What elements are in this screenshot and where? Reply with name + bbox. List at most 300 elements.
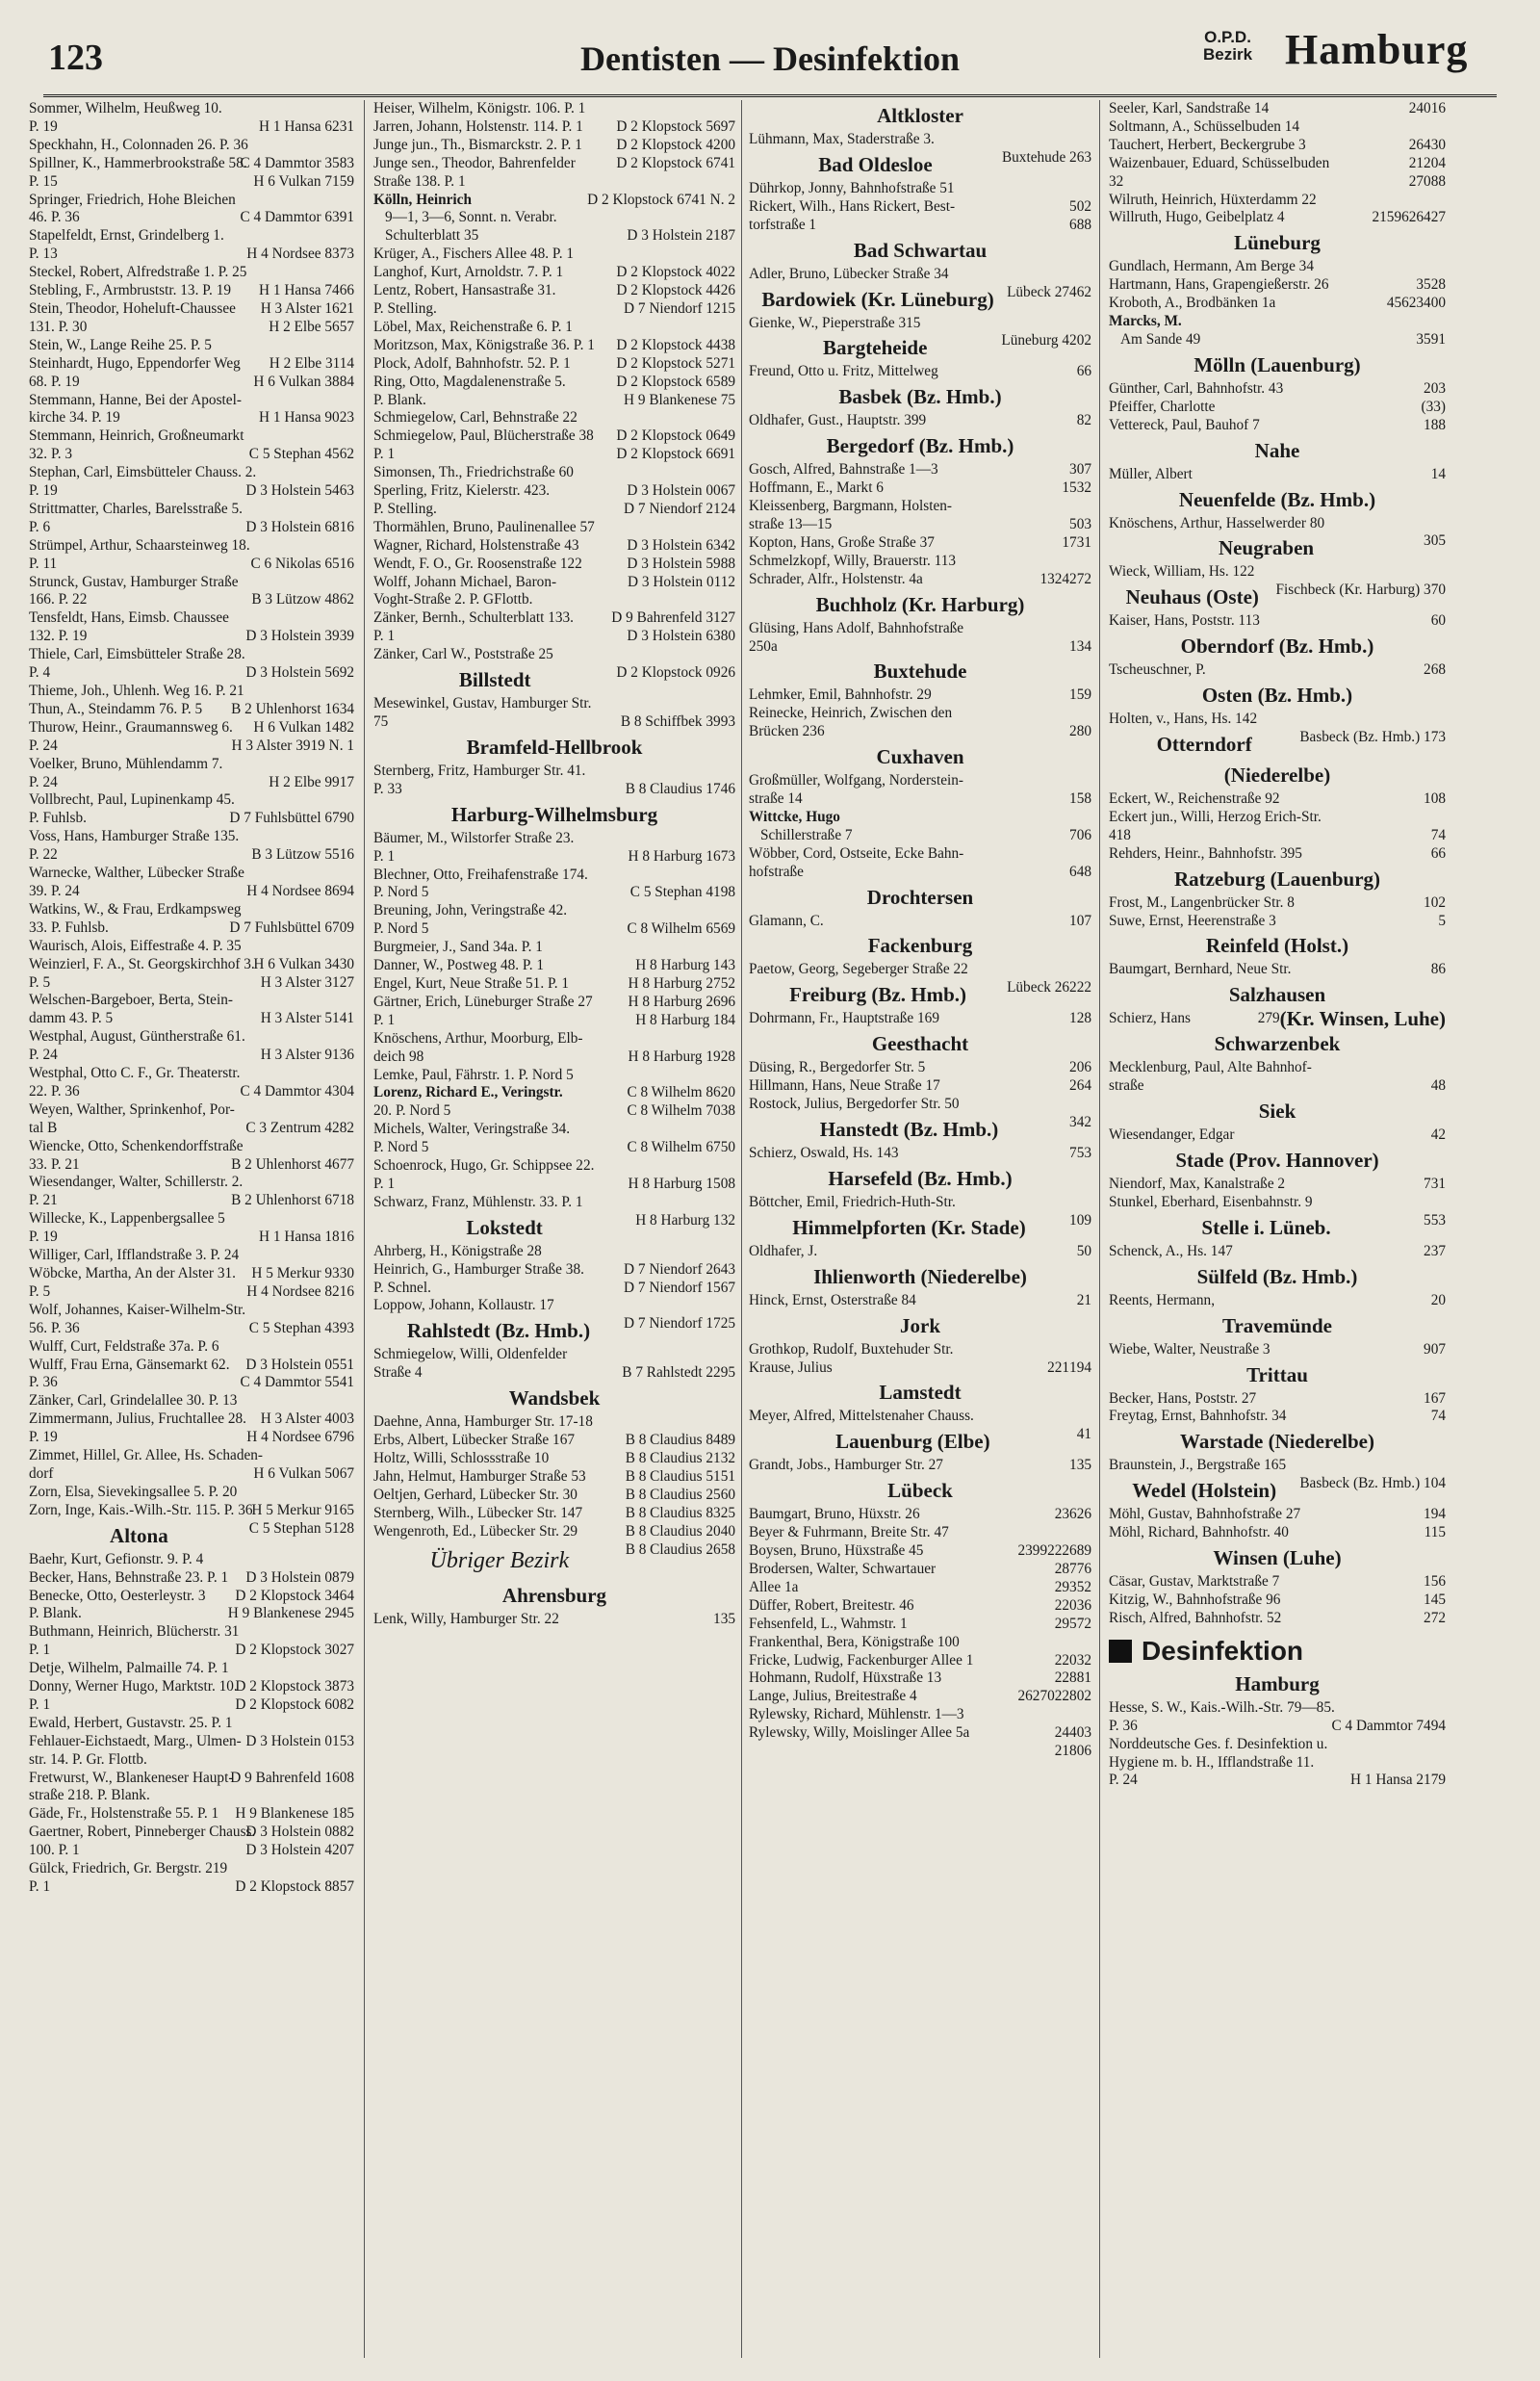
listing-text: Lange, Julius, Breitestraße 4 xyxy=(749,1688,917,1705)
listing-phone: C 5 Stephan 5128 xyxy=(248,1519,354,1537)
listing-phone: B 8 Schiffbek 3993 xyxy=(620,713,735,730)
column-2 xyxy=(373,100,735,2363)
section-heading: Ratzeburg (Lauenburg) xyxy=(1173,867,1381,891)
listing-text: Meyer, Alfred, Mittelstenaher Chauss. xyxy=(749,1408,974,1425)
listing-text: Zänker, Carl, Grindelallee 30. P. 13 xyxy=(29,1392,238,1410)
listing-phone: H 9 Blankenese 75 xyxy=(624,391,735,408)
listing-text: Straße 4 xyxy=(373,1364,423,1382)
listing-text: Kölln, Heinrich xyxy=(373,191,472,208)
listing-phone: H 1 Hansa 6231 xyxy=(259,117,354,135)
listing-phone: D 3 Holstein 0112 xyxy=(627,573,735,590)
listing-text: Hygiene m. b. H., Ifflandstraße 11. xyxy=(1109,1753,1315,1771)
listing-line xyxy=(1109,1506,1446,1524)
listing-line xyxy=(1109,1390,1446,1409)
listing-phone: 22032 xyxy=(1054,1651,1091,1669)
listing-phone: 1532 xyxy=(1062,479,1091,497)
listing-line xyxy=(1109,155,1446,173)
listing-phone: 22036 xyxy=(1054,1596,1091,1614)
listing-phone: B 8 Claudius 1746 xyxy=(625,780,735,797)
section-heading: Ihlienworth (Niederelbe) xyxy=(813,1264,1027,1288)
listing-text: P. 1 xyxy=(373,847,396,865)
listing-phone: D 2 Klopstock 6082 xyxy=(235,1695,354,1713)
section-heading: Billstedt xyxy=(458,668,531,692)
listing-line xyxy=(749,1359,1091,1378)
section-heading: Siek xyxy=(1258,1100,1296,1124)
listing-line xyxy=(29,1192,354,1210)
listing-phone: C 8 Wilhelm 8620 xyxy=(627,1084,735,1101)
listing-phone: D 2 Klopstock 4200 xyxy=(616,136,735,153)
listing-phone: 29572 xyxy=(1054,1615,1091,1632)
listing-line xyxy=(373,464,735,482)
listing-line xyxy=(749,363,1091,381)
listing-text: 166. P. 22 xyxy=(29,591,88,608)
listing-phone: C 4 Dammtor 7494 xyxy=(1331,1717,1446,1734)
listing-phone: H 5 Merkur 9330 xyxy=(251,1265,354,1281)
listing-text: 33. P. 21 xyxy=(29,1155,80,1173)
listing-text: Günther, Carl, Bahnhofstr. 43 xyxy=(1109,379,1284,397)
listing-text: P. 5 xyxy=(29,1282,51,1300)
listing-phone: C 8 Wilhelm 6569 xyxy=(627,920,735,938)
listing-line xyxy=(29,574,354,592)
listing-line xyxy=(373,646,735,664)
listing-text: Straße 138. P. 1 xyxy=(373,172,466,190)
listing-line xyxy=(1109,894,1446,913)
listing-line xyxy=(373,781,735,799)
listing-line xyxy=(29,464,354,482)
listing-text: Spillner, K., Hammerbrookstraße 58. xyxy=(29,154,247,171)
listing-line xyxy=(29,883,354,901)
listing-text: Tscheuschner, P. xyxy=(1109,661,1206,679)
listing-phone: D 2 Klopstock 6741 N. 2 xyxy=(587,191,735,208)
listing-line xyxy=(373,501,735,519)
listing-line xyxy=(749,461,1091,479)
section-heading: Lauenburg (Elbe) xyxy=(835,1430,990,1454)
listing-phone: D 7 Niendorf 1567 xyxy=(624,1279,735,1296)
listing-phone: 86 xyxy=(1430,961,1446,978)
listing-line xyxy=(1109,1592,1446,1610)
listing-line xyxy=(29,118,354,137)
listing-phone: D 3 Holstein 0153 xyxy=(245,1732,354,1749)
listing-line xyxy=(1109,380,1446,399)
section-heading: Lokstedt xyxy=(466,1215,543,1239)
listing-text: Holten, v., Hans, Hs. 142 xyxy=(1109,711,1258,728)
listing-phone: 29352 xyxy=(1054,1578,1091,1595)
listing-phone: D 3 Holstein 5988 xyxy=(627,555,735,572)
listing-text: Schwarz, Franz, Mühlenstr. 33. P. 1 xyxy=(373,1193,583,1210)
listing-text: Michels, Walter, Veringstraße 34. xyxy=(373,1121,571,1138)
listing-phone: 22689 xyxy=(1054,1542,1091,1560)
listing-text: Reents, Hermann, xyxy=(1109,1291,1216,1308)
listing-line xyxy=(29,901,354,919)
listing-text: 22. P. 36 xyxy=(29,1082,80,1100)
listing-phone: B 8 Claudius 2560 xyxy=(625,1486,735,1503)
listing-text: Allee 1a xyxy=(749,1578,799,1595)
listing-phone: 221 xyxy=(1047,1359,1070,1376)
listing-phone: 107 xyxy=(1069,912,1091,929)
listing-line xyxy=(1109,612,1446,631)
section-heading: Bad Oldesloe xyxy=(818,152,933,176)
listing-text: Zorn, Inge, Kais.-Wilh.-Str. 115. P. 36 xyxy=(29,1501,253,1518)
listing-line xyxy=(29,246,354,264)
listing-line xyxy=(749,1145,1091,1163)
listing-phone: D 7 Niendorf 2643 xyxy=(624,1260,735,1278)
listing-text: Norddeutsche Ges. f. Desinfektion u. xyxy=(1109,1735,1328,1752)
listing-line xyxy=(749,1634,1091,1652)
section-heading: Oberndorf (Bz. Hmb.) xyxy=(1180,634,1374,659)
listing-text: Hartmann, Hans, Grapengießerstr. 26 xyxy=(1109,276,1329,294)
listing-line xyxy=(749,1243,1091,1261)
listing-text: Möhl, Gustav, Bahnhofstraße 27 xyxy=(1109,1506,1301,1523)
listing-text: Wagner, Richard, Holstenstraße 43 xyxy=(373,536,579,554)
listing-line xyxy=(749,180,1091,198)
listing-text: Thun, A., Steindamm 76. P. 5 xyxy=(29,700,203,717)
section-heading: Stade (Prov. Hannover) xyxy=(1175,1149,1379,1172)
listing-line xyxy=(749,1579,1091,1597)
listing-line xyxy=(373,1121,735,1139)
section-heading: Neuhaus (Oste) xyxy=(1125,585,1259,609)
listing-text: Wiesendanger, Edgar xyxy=(1109,1126,1235,1144)
listing-line xyxy=(29,774,354,792)
listing-text: 68. P. 19 xyxy=(29,373,80,390)
listing-text: P. 19 xyxy=(29,482,58,500)
listing-text: Zimmermann, Julius, Fruchtallee 28. xyxy=(29,1410,247,1428)
listing-text: Bäumer, M., Wilstorfer Straße 23. xyxy=(373,829,575,846)
listing-phone: 22881 xyxy=(1054,1669,1091,1687)
listing-line xyxy=(1109,1194,1446,1212)
listing-text: Williger, Carl, Ifflandstraße 3. P. 24 xyxy=(29,1247,240,1264)
listing-text: Jarren, Johann, Holstenstr. 114. P. 1 xyxy=(373,117,583,135)
listing-phone: 194 xyxy=(1424,1506,1446,1523)
listing-line xyxy=(1109,1610,1446,1628)
listing-phone: H 3 Alster 5141 xyxy=(260,1010,354,1027)
listing-line xyxy=(29,1283,354,1302)
listing-line xyxy=(749,1194,1091,1212)
listing-text: Fricke, Ludwig, Fackenburger Allee 1 xyxy=(749,1651,974,1669)
listing-phone: B 7 Rahlstedt 2295 xyxy=(622,1364,735,1382)
listing-line xyxy=(29,556,354,574)
listing-line xyxy=(1109,790,1446,809)
listing-text: Wulff, Frau Erna, Gänsemarkt 62. xyxy=(29,1356,230,1373)
listing-phone: 4562 xyxy=(1386,295,1417,312)
listing-phone: 134 xyxy=(1069,637,1091,655)
listing-phone: H 6 Vulkan 1482 xyxy=(253,718,354,736)
listing-text: Zänker, Bernh., Schulterblatt 133. xyxy=(373,609,574,627)
listing-text: Detje, Wilhelm, Palmaille 74. P. 1 xyxy=(29,1660,229,1677)
listing-text: P. Fuhlsb. xyxy=(29,810,87,827)
listing-line xyxy=(1109,313,1446,331)
listing-text: P. 33 xyxy=(373,780,402,797)
listing-line xyxy=(373,1297,735,1315)
listing-text: Tensfeldt, Hans, Eimsb. Chaussee xyxy=(29,609,229,627)
listing-text: Müller, Albert xyxy=(1109,465,1193,482)
listing-line xyxy=(749,864,1091,882)
listing-phone: H 9 Blankenese 2945 xyxy=(227,1605,354,1622)
listing-phone: 28776 xyxy=(1054,1560,1091,1577)
listing-line xyxy=(373,902,735,920)
listing-line xyxy=(29,1374,354,1392)
section-heading: Freiburg (Bz. Hmb.) xyxy=(789,983,966,1007)
listing-phone: Basbeck (Bz. Hmb.) 104 xyxy=(1299,1475,1446,1492)
listing-text: Thiele, Carl, Eimsbütteler Straße 28. xyxy=(29,646,245,663)
section-heading: Fackenburg xyxy=(867,934,973,958)
listing-phone: D 7 Niendorf 1725 xyxy=(624,1315,735,1333)
listing-text: P. 6 xyxy=(29,518,51,535)
listing-line xyxy=(29,1156,354,1175)
listing-line xyxy=(373,1157,735,1176)
listing-text: Krüger, A., Fischers Allee 48. P. 1 xyxy=(373,246,575,263)
listing-phone: D 2 Klopstock 6741 xyxy=(616,154,735,171)
listing-text: Wieck, William, Hs. 122 xyxy=(1109,563,1255,581)
listing-text: P. Nord 5 xyxy=(373,884,429,901)
section-heading: Bramfeld-Hellbrook xyxy=(466,735,643,759)
listing-phone: 41 xyxy=(1076,1426,1091,1443)
listing-phone: 74 xyxy=(1430,1408,1446,1425)
listing-line xyxy=(29,1065,354,1083)
listing-line xyxy=(1109,961,1446,979)
listing-line xyxy=(1109,809,1446,827)
listing-text: Wöbber, Cord, Ostseite, Ecke Bahn- xyxy=(749,844,964,862)
listing-text: Engel, Kurt, Neue Straße 51. P. 1 xyxy=(373,974,570,992)
listing-text: Oeltjen, Gerhard, Lübecker Str. 30 xyxy=(373,1486,578,1503)
section-heading: Winsen (Luhe) xyxy=(1213,1546,1342,1570)
listing-text: Ring, Otto, Magdalenenstraße 5. xyxy=(373,373,566,390)
listing-line xyxy=(1109,417,1446,435)
listing-line xyxy=(29,482,354,501)
listing-line xyxy=(1109,1176,1446,1194)
listing-line xyxy=(29,865,354,883)
listing-line xyxy=(1109,1736,1446,1754)
listing-line xyxy=(373,591,735,609)
listing-line xyxy=(29,1138,354,1156)
listing-text: Cäsar, Gustav, Marktstraße 7 xyxy=(1109,1573,1280,1591)
listing-phone: 22802 xyxy=(1054,1688,1091,1705)
listing-text: straße 14 xyxy=(749,790,803,808)
listing-phone: C 6 Nikolas 6516 xyxy=(250,555,354,572)
listing-text: Becker, Hans, Poststr. 27 xyxy=(1109,1389,1257,1407)
listing-text: Ewald, Herbert, Gustavstr. 25. P. 1 xyxy=(29,1714,233,1731)
listing-line xyxy=(29,1174,354,1192)
listing-text: Seeler, Karl, Sandstraße 14 xyxy=(1109,100,1270,116)
listing-text: Lorenz, Richard E., Veringstr. xyxy=(373,1084,563,1101)
listing-text: Dohrmann, Fr., Hauptstraße 169 xyxy=(749,1010,939,1027)
listing-phone: 264 xyxy=(1069,1077,1091,1095)
listing-line xyxy=(749,827,1091,845)
listing-text: Kroboth, A., Brodbänken 1a xyxy=(1109,295,1276,312)
listing-line xyxy=(373,209,735,227)
listing-text: 418 xyxy=(1109,826,1131,843)
listing-line xyxy=(1109,1126,1446,1145)
listing-line xyxy=(29,446,354,464)
listing-text: Vollbrecht, Paul, Lupinenkamp 45. xyxy=(29,791,235,809)
listing-text: Voght-Straße 2. P. GFlottb. xyxy=(373,591,533,608)
listing-text: P. 1 xyxy=(29,1642,51,1659)
listing-line xyxy=(749,1096,1091,1114)
listing-text: Grothkop, Rudolf, Buxtehuder Str. xyxy=(749,1340,954,1358)
listing-text: Willecke, K., Lappenbergsallee 5 xyxy=(29,1210,225,1228)
listing-text: Mecklenburg, Paul, Alte Bahnhof- xyxy=(1109,1059,1312,1076)
listing-phone: H 6 Vulkan 3884 xyxy=(253,373,354,390)
listing-phone: B 8 Claudius 2132 xyxy=(625,1450,735,1466)
listing-text: Suwe, Ernst, Heerenstraße 3 xyxy=(1109,912,1276,929)
listing-line xyxy=(1109,276,1446,295)
section-heading: Geesthacht xyxy=(871,1032,969,1056)
listing-phone: 156 xyxy=(1424,1573,1446,1591)
listing-phone: H 3 Alster 9136 xyxy=(260,1047,354,1064)
listing-text: Wengenroth, Ed., Lübecker Str. 29 xyxy=(373,1522,578,1540)
listing-line xyxy=(749,723,1091,741)
listing-text: Strunck, Gustav, Hamburger Straße xyxy=(29,573,239,590)
listing-text: str. 14. P. Gr. Flottb. xyxy=(29,1750,147,1768)
listing-text: P. 21 xyxy=(29,1192,58,1209)
listing-text: Zänker, Carl W., Poststraße 25 xyxy=(373,646,553,663)
listing-phone: 60 xyxy=(1430,612,1446,630)
listing-line xyxy=(749,516,1091,534)
listing-text: Boysen, Bruno, Hüxstraße 45 xyxy=(749,1542,924,1560)
listing-phone: 66 xyxy=(1076,363,1091,380)
listing-text: Gaertner, Robert, Pinneberger Chauss. xyxy=(29,1824,256,1841)
listing-line xyxy=(373,1346,735,1364)
listing-text: Gärtner, Erich, Lüneburger Straße 27 xyxy=(373,993,593,1010)
listing-text: Moritzson, Max, Königstraße 36. P. 1 xyxy=(373,336,595,353)
listing-text: Vettereck, Paul, Bauhof 7 xyxy=(1109,416,1260,433)
listing-phone: H 8 Harburg 2752 xyxy=(628,974,735,992)
opd-line-1: O.P.D. xyxy=(1204,28,1251,46)
listing-text: P. 36 xyxy=(1109,1717,1138,1734)
listing-phone: B 2 Uhlenhorst 1634 xyxy=(231,700,354,717)
listing-text: Wöbcke, Martha, An der Alster 31. xyxy=(29,1265,236,1281)
listing-text: P. Schnel. xyxy=(373,1279,431,1296)
listing-text: Düsing, R., Bergedorfer Str. 5 xyxy=(749,1059,926,1076)
listing-phone: 26270 xyxy=(1017,1688,1055,1705)
listing-line xyxy=(373,939,735,957)
listing-text: dorf xyxy=(29,1464,54,1482)
listing-phone: 279 xyxy=(1257,1010,1280,1027)
listing-text: Welschen-Bargeboer, Berta, Stein- xyxy=(29,992,233,1009)
listing-phone: 553 xyxy=(1424,1211,1446,1229)
listing-text: Voss, Hans, Hamburger Straße 135. xyxy=(29,828,240,845)
listing-text: tal B xyxy=(29,1119,58,1136)
black-square-icon xyxy=(1109,1640,1132,1663)
listing-phone: D 3 Holstein 6380 xyxy=(627,628,735,645)
listing-phone: 305 xyxy=(1424,532,1446,550)
listing-line xyxy=(1109,1059,1446,1077)
listing-line xyxy=(749,1010,1091,1028)
listing-phone: H 1 Hansa 7466 xyxy=(259,282,354,299)
listing-text: Baumgart, Bernhard, Neue Str. xyxy=(1109,961,1292,978)
listing-line xyxy=(29,919,354,938)
listing-phone: D 3 Holstein 5463 xyxy=(245,482,354,500)
listing-text: 9—1, 3—6, Sonnt. n. Verabr. xyxy=(385,209,557,226)
listing-text: Oldhafer, Gust., Hauptstr. 399 xyxy=(749,412,927,429)
listing-line xyxy=(749,1561,1091,1579)
listing-text: Strittmatter, Charles, Barelsstraße 5. xyxy=(29,500,243,517)
listing-line xyxy=(1109,1408,1446,1426)
listing-text: Brodersen, Walter, Schwartauer xyxy=(749,1560,937,1577)
listing-line xyxy=(29,192,354,210)
listing-line xyxy=(29,227,354,246)
section-heading: Lüneburg xyxy=(1234,231,1321,255)
listing-text: Löbel, Max, Reichenstraße 6. P. 1 xyxy=(373,318,573,335)
listing-line xyxy=(749,412,1091,430)
listing-text: Schulterblatt 35 xyxy=(385,227,479,245)
listing-text: 75 xyxy=(373,713,389,730)
listing-text: Wiebe, Walter, Neustraße 3 xyxy=(1109,1340,1270,1358)
listing-phone: 206 xyxy=(1069,1059,1091,1076)
listing-text: P. 4 xyxy=(29,664,51,682)
section-heading: Altkloster xyxy=(877,104,963,127)
listing-text: Langhof, Kurt, Arnoldstr. 7. P. 1 xyxy=(373,264,564,281)
listing-text: Thieme, Joh., Uhlenh. Weg 16. P. 21 xyxy=(29,683,244,699)
listing-line xyxy=(749,1724,1091,1743)
listing-text: Erbs, Albert, Lübecker Straße 167 xyxy=(373,1432,575,1449)
listing-line xyxy=(373,392,735,410)
section-heading: Otterndorf (Niederelbe) xyxy=(1156,733,1331,788)
listing-line xyxy=(1109,515,1446,533)
listing-phone: D 2 Klopstock 3464 xyxy=(235,1587,354,1604)
listing-text: 39. P. 24 xyxy=(29,882,80,899)
listing-phone: D 2 Klopstock 8857 xyxy=(235,1878,354,1895)
listing-text: Waurisch, Alois, Eiffestraße 4. P. 35 xyxy=(29,937,242,954)
listing-text: Weinzierl, F. A., St. Georgskirchhof 3. xyxy=(29,955,255,972)
listing-text: Watkins, W., & Frau, Erdkampsweg xyxy=(29,900,242,918)
listing-line xyxy=(29,337,354,355)
section-heading: Altona xyxy=(110,1523,168,1547)
listing-line xyxy=(29,1715,354,1733)
listing-line xyxy=(29,501,354,519)
listing-phone: 21596 xyxy=(1372,209,1409,226)
listing-phone: C 8 Wilhelm 7038 xyxy=(627,1102,735,1120)
listing-phone: H 8 Harburg 132 xyxy=(635,1211,735,1229)
header-rule xyxy=(43,94,1497,97)
listing-line xyxy=(1109,1243,1446,1261)
listing-phone: C 5 Stephan 4393 xyxy=(248,1319,354,1336)
section-heading: Bergedorf (Bz. Hmb.) xyxy=(826,434,1014,458)
listing-text: Freund, Otto u. Fritz, Mittelweg xyxy=(749,363,938,380)
listing-text: Schmiegelow, Carl, Behnstraße 22 xyxy=(373,409,578,427)
listing-text: 56. P. 36 xyxy=(29,1319,80,1336)
listing-text: Schrader, Alfr., Holstenstr. 4a xyxy=(749,570,923,587)
listing-line xyxy=(29,791,354,810)
listing-line xyxy=(373,830,735,848)
listing-line xyxy=(373,1611,735,1629)
listing-text: 46. P. 36 xyxy=(29,209,80,226)
listing-phone: B 2 Uhlenhorst 6718 xyxy=(231,1192,354,1209)
listing-phone: D 2 Klopstock 5697 xyxy=(616,117,735,135)
listing-text: P. Blank. xyxy=(373,391,426,408)
listing-text: Hohmann, Rudolf, Hüxstraße 13 xyxy=(749,1669,942,1687)
listing-line xyxy=(1109,295,1446,313)
listing-text: Knöschens, Arthur, Hasselwerder 80 xyxy=(1109,514,1325,531)
listing-line xyxy=(29,209,354,227)
section-heading: Wedel (Holstein) xyxy=(1132,1479,1277,1503)
listing-line xyxy=(29,1623,354,1642)
listing-line xyxy=(1109,399,1446,417)
listing-text: P. 24 xyxy=(29,773,58,790)
listing-text: Wittcke, Hugo xyxy=(749,808,840,825)
listing-line xyxy=(29,609,354,628)
listing-phone: B 3 Lützow 5516 xyxy=(251,846,354,864)
listing-line xyxy=(1109,1524,1446,1542)
listing-text: Pfeiffer, Charlotte xyxy=(1109,398,1216,415)
listing-line xyxy=(29,1338,354,1357)
listing-phone: B 8 Claudius 2658 xyxy=(625,1540,735,1558)
listing-line xyxy=(29,974,354,993)
section-heading: Wandsbek xyxy=(508,1386,601,1410)
listing-phone: D 3 Holstein 0882 xyxy=(245,1824,354,1841)
listing-line xyxy=(29,427,354,446)
listing-phone: D 7 Niendorf 2124 xyxy=(624,500,735,517)
listing-phone: 3528 xyxy=(1416,276,1446,294)
